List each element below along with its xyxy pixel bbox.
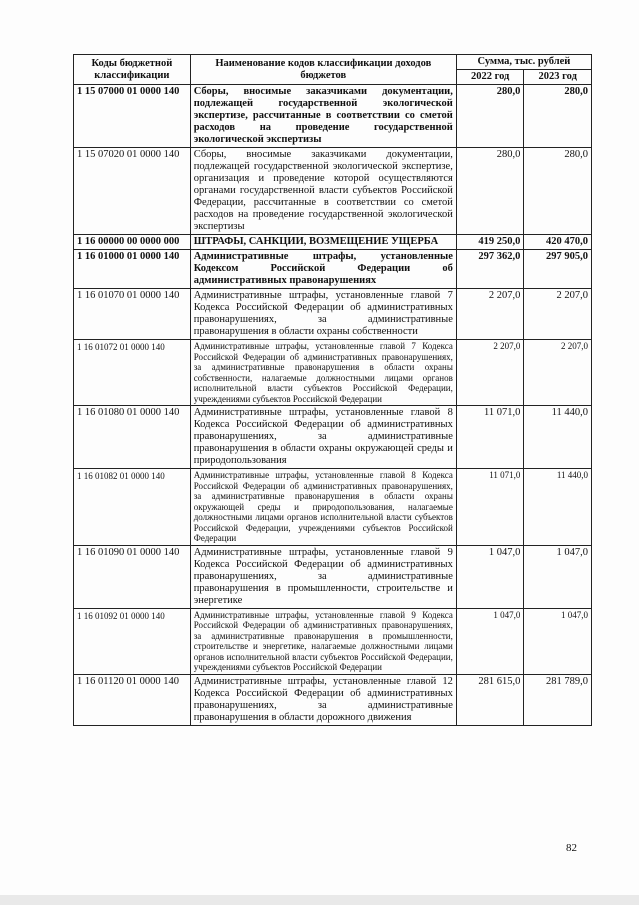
row-value-2022: 280,0	[456, 148, 524, 235]
row-name: Административные штрафы, установленные главой 9 Кодекса Российской Федерации об административных правонарушениях, за административные правонарушения в промышленности, строительстве и энергетике, налагаемые должностными лицами органов исполнительной власти субъектов Российской Федерации, учреждениями субъектов Российской Федерации	[190, 608, 456, 674]
row-value-2023: 280,0	[524, 85, 592, 148]
row-value-2023: 1 047,0	[524, 608, 592, 674]
row-value-2023: 2 207,0	[524, 289, 592, 340]
table-row	[74, 469, 592, 546]
row-code: 1 16 01000 01 0000 140	[74, 250, 191, 289]
row-name: Сборы, вносимые заказчиками документации, подлежащей государственной экологической экспертизе, рассчитанные в соответствии со сметой расходов на проведение государственной экологической экспертизы	[190, 85, 456, 148]
row-value-2022: 297 362,0	[456, 250, 524, 289]
scan-bottom-band	[0, 895, 639, 905]
row-name: Административные штрафы, установленные главой 9 Кодекса Российской Федерации об административных правонарушениях, за административные правонарушения в промышленности, строительстве и энергетике	[190, 545, 456, 608]
row-code: 1 16 01082 01 0000 140	[74, 469, 191, 546]
row-value-2022: 280,0	[456, 85, 524, 148]
row-value-2023: 297 905,0	[524, 250, 592, 289]
table-row	[74, 406, 592, 469]
table-row	[74, 289, 592, 340]
table-row	[74, 148, 592, 235]
row-value-2023: 2 207,0	[524, 340, 592, 406]
row-code: 1 15 07020 01 0000 140	[74, 148, 191, 235]
row-value-2022: 419 250,0	[456, 235, 524, 250]
row-name: Административные штрафы, установленные главой 8 Кодекса Российской Федерации об административных правонарушениях, за административные правонарушения в области охраны окружающей среды и природопользования, налагаемые должностными лицами органов исполнительной власти субъектов Российской Федерации, учреждениями субъектов Российской Федерации	[190, 469, 456, 546]
row-name: Сборы, вносимые заказчиками документации, подлежащей государственной экологической экспертизе, организация и проведение которой осуществляются органами государственной власти субъектов Российской Федерации, рассчитанные в соответствии со сметой расходов на проведение государственной экологической экспертизы	[190, 148, 456, 235]
row-name: ШТРАФЫ, САНКЦИИ, ВОЗМЕЩЕНИЕ УЩЕРБА	[190, 235, 456, 250]
row-value-2022: 11 071,0	[456, 406, 524, 469]
row-value-2022: 1 047,0	[456, 608, 524, 674]
row-code: 1 16 01092 01 0000 140	[74, 608, 191, 674]
row-name: Административные штрафы, установленные главой 7 Кодекса Российской Федерации об административных правонарушениях, за административные правонарушения в области охраны собственности	[190, 289, 456, 340]
row-name: Административные штрафы, установленные главой 12 Кодекса Российской Федерации об административных правонарушениях, за административные правонарушения в области дорожного движения	[190, 674, 456, 725]
table-row	[74, 250, 592, 289]
row-value-2022: 2 207,0	[456, 289, 524, 340]
row-value-2022: 2 207,0	[456, 340, 524, 406]
table-row	[74, 674, 592, 725]
row-value-2022: 11 071,0	[456, 469, 524, 546]
row-value-2023: 1 047,0	[524, 545, 592, 608]
row-value-2023: 280,0	[524, 148, 592, 235]
header-year-2023: 2023 год	[524, 70, 592, 85]
table-row	[74, 235, 592, 250]
row-code: 1 16 01080 01 0000 140	[74, 406, 191, 469]
row-name: Административные штрафы, установленные главой 7 Кодекса Российской Федерации об административных правонарушениях, за административные правонарушения в области охраны собственности, налагаемые должностными лицами органов исполнительной власти субъектов Российской Федерации, учреждениями субъектов Российской Федерации	[190, 340, 456, 406]
page-number: 82	[566, 842, 577, 854]
row-name: Административные штрафы, установленные главой 8 Кодекса Российской Федерации об административных правонарушениях, за административные правонарушения в области охраны окружающей среды и природопользования	[190, 406, 456, 469]
header-code: Коды бюджетной классификации	[74, 55, 191, 85]
header-year-2022: 2022 год	[456, 70, 524, 85]
table-header-row	[74, 55, 592, 70]
table-row	[74, 85, 592, 148]
row-code: 1 16 01090 01 0000 140	[74, 545, 191, 608]
row-name: Административные штрафы, установленные Кодексом Российской Федерации об административных правонарушениях	[190, 250, 456, 289]
table-row	[74, 608, 592, 674]
budget-table	[73, 54, 592, 726]
row-value-2023: 11 440,0	[524, 406, 592, 469]
row-code: 1 15 07000 01 0000 140	[74, 85, 191, 148]
row-code: 1 16 01070 01 0000 140	[74, 289, 191, 340]
header-name: Наименование кодов классификации доходов бюджетов	[190, 55, 456, 85]
row-code: 1 16 00000 00 0000 000	[74, 235, 191, 250]
row-code: 1 16 01120 01 0000 140	[74, 674, 191, 725]
row-code: 1 16 01072 01 0000 140	[74, 340, 191, 406]
header-amount: Сумма, тыс. рублей	[456, 55, 591, 70]
row-value-2022: 281 615,0	[456, 674, 524, 725]
row-value-2022: 1 047,0	[456, 545, 524, 608]
row-value-2023: 11 440,0	[524, 469, 592, 546]
table-row	[74, 340, 592, 406]
row-value-2023: 420 470,0	[524, 235, 592, 250]
row-value-2023: 281 789,0	[524, 674, 592, 725]
table-row	[74, 545, 592, 608]
